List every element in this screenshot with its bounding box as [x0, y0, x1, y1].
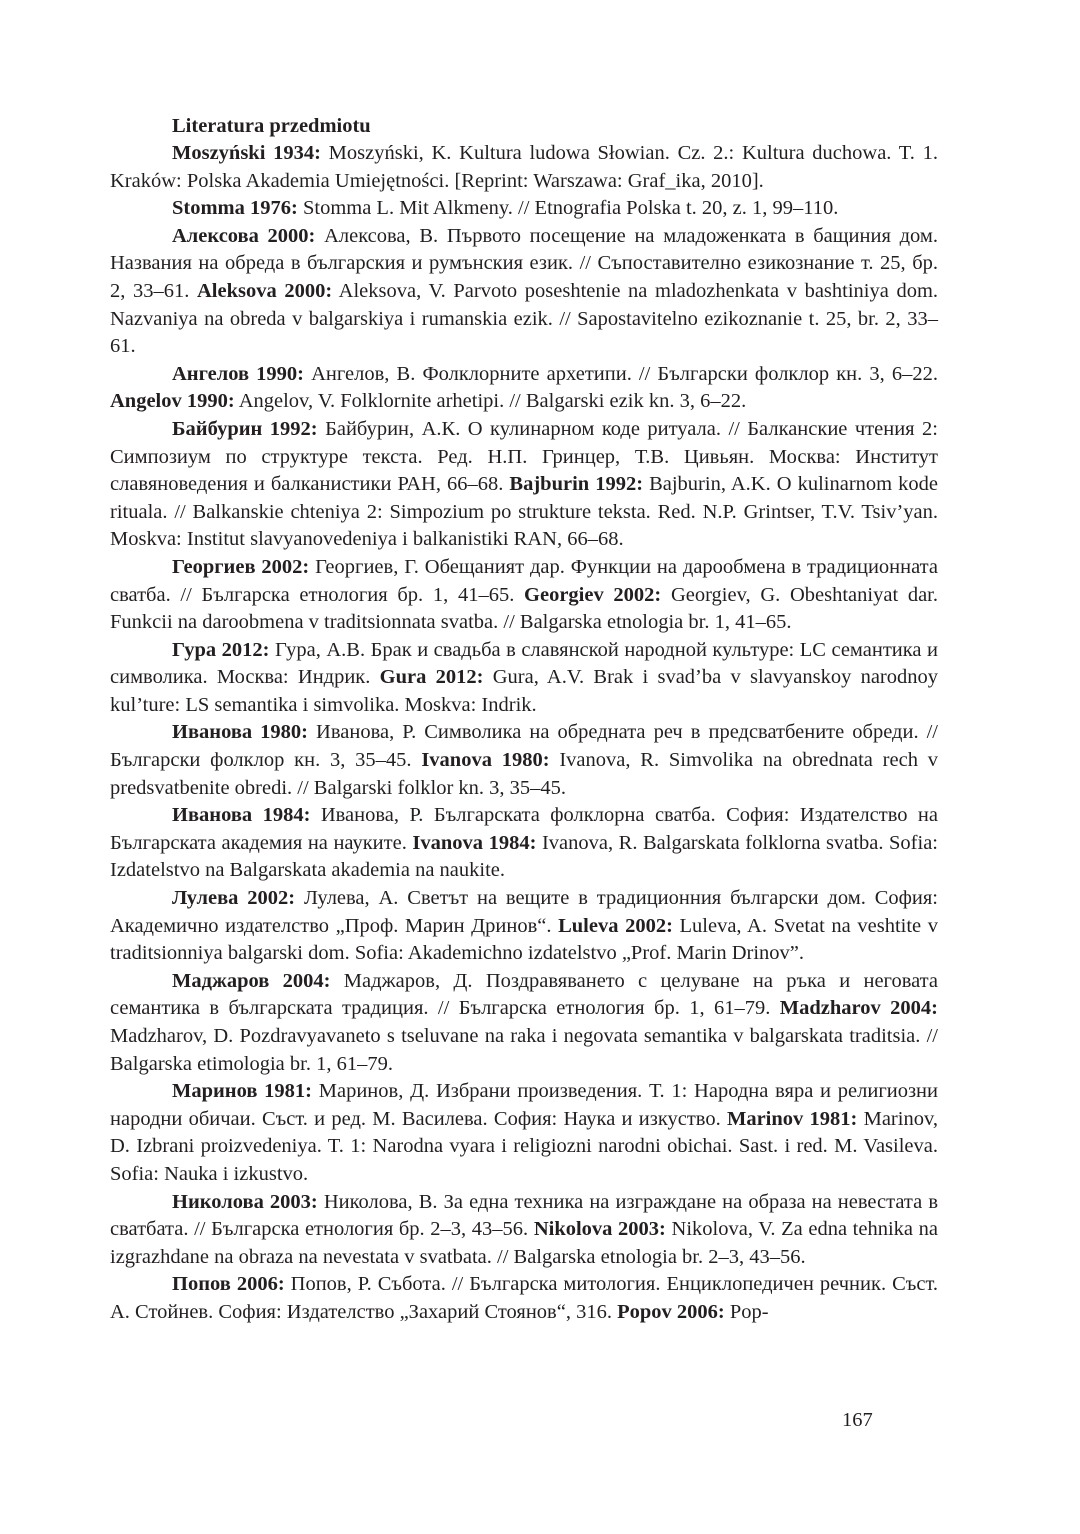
entry-citation-text: Nikolova, V. Za edna tehnika na izgrazhdane na obraza na nevestata v svatbata. // Balgarska etnologia br. 2–3, 43–56.: [110, 1218, 939, 1268]
entry-citation-text: Ivanova, R. Balgarskata folklorna svatba. Sofia: Izdatelstvo na Balgarskata akademia na naukite.: [110, 831, 938, 882]
bibliography-entry: [110, 719, 938, 802]
entry-citation-key: Иванова 1984:: [172, 804, 311, 827]
entry-citation-text: Stomma L. Mit Alkmeny. // Etnografia Polska t. 20, z. 1, 99–110.: [297, 197, 839, 220]
entry-citation-key: Aleksova 2000:: [197, 279, 333, 302]
bibliography-entry: [110, 416, 938, 554]
bibliography-entry: [110, 885, 938, 968]
entry-citation-text: Gura, A.V. Brak i svad’ba v slavyanskoy narodnoy kul’ture: LS semantika i simvolika. Moskva: Indrik.: [110, 666, 939, 716]
entry-citation-text: Иванова, Р. Символика на обредната реч в предсватбените обреди. // Български фолклор кн. 3, 35–45.: [110, 721, 938, 772]
entry-citation-text: Байбурин, А.К. О кулинарном коде ритуала. // Балканские чтения 2: Симпозиум по структуре текста. Ред. Н.П. Гринцер, Т.В. Цивьян. Москва: Институт славяноведения и балканистики РАН, 66–68.: [110, 417, 938, 496]
entry-citation-key: Marinov 1981:: [726, 1107, 858, 1130]
bibliography-entry: [110, 637, 938, 720]
bibliography-entry: [110, 1078, 938, 1188]
entry-citation-key: Байбурин 1992:: [172, 417, 318, 440]
entry-citation-text: Георгиев, Г. Обещаният дар. Функции на дарообмена в традиционната сватба. // Българска етнология бр. 1, 41–65.: [110, 555, 938, 606]
bibliography-entry: [110, 195, 938, 223]
entry-citation-text: Bajburin, A.K. O kulinarnom kode rituala. // Balkanskie chteniya 2: Simpozium po strukture teksta. Red. N.P. Grintser, T.V. Tsiv’yan. Moskva: Institut slavyanovedeniya i balkanistiki RAN, 66–68.: [110, 473, 938, 551]
entry-citation-key: Nikolova 2003:: [533, 1218, 666, 1241]
entry-citation-key: Ангелов 1990:: [172, 362, 305, 385]
bibliography-entry: [110, 140, 938, 195]
entry-citation-text: Маринов, Д. Избрани произведения. Т. 1: Народна вяра и религиозни народни обичаи. Съст. и ред. М. Василева. София: Наука и изкуство.: [110, 1080, 938, 1130]
entry-citation-text: Madzharov, D. Pozdravyavaneto s tseluvane na raka i negovata semantika v balgarskata traditsia. // Balgarska etimologia br. 1, 61–79.: [110, 1025, 938, 1075]
entry-citation-text: Aleksova, V. Parvoto poseshtenie na mladozhenkata v bashtiniya dom. Nazvaniya na obreda v balgarskiya i rumanskia ezik. // Sapostavitelno ezikoznanie t. 25, br. 2, 33–61.: [110, 279, 939, 358]
bibliography-list: [110, 140, 938, 1327]
bibliography-entry: [110, 968, 938, 1078]
entry-citation-text: Иванова, Р. Българската фолклорна сватба. София: Издателство на Българската академия на науките.: [110, 804, 938, 854]
entry-citation-key: Gura 2012:: [379, 666, 484, 689]
entry-citation-key: Georgiev 2002:: [524, 583, 662, 606]
entry-citation-key: Angelov 1990:: [110, 390, 235, 413]
entry-citation-key: Лулева 2002:: [172, 887, 296, 910]
entry-citation-key: Ivanova 1980:: [421, 749, 550, 772]
entry-citation-key: Маринов 1981:: [172, 1080, 313, 1103]
entry-citation-key: Ivanova 1984:: [412, 831, 537, 854]
bibliography-entry: [110, 223, 938, 361]
bibliography-entry: [110, 802, 938, 885]
bibliography-entry: [110, 1271, 938, 1326]
entry-citation-key: Маджаров 2004:: [172, 969, 331, 992]
entry-citation-key: Попов 2006:: [172, 1273, 285, 1296]
page-number: 167: [842, 1409, 873, 1431]
bibliography-entry: [110, 554, 938, 637]
entry-citation-key: Popov 2006:: [617, 1300, 725, 1323]
section-heading: Literatura przedmiotu: [172, 115, 371, 137]
entry-citation-text: Moszyński, K. Kultura ludowa Słowian. Cz. 2.: Kultura duchowa. T. 1. Kraków: Polska Akademia Umiejętności. [Reprint: Warszawa: Graf_ika, 2010].: [110, 142, 938, 192]
entry-citation-text: Pop-: [724, 1300, 769, 1323]
entry-citation-key: Георгиев 2002:: [172, 555, 310, 578]
entry-citation-text: Гура, А.В. Брак и свадьба в славянской народной культуре: LC семантика и символика. Москва: Индрик.: [110, 638, 938, 689]
entry-citation-key: Madzharov 2004:: [779, 997, 938, 1020]
bibliography-entry: [110, 361, 938, 416]
entry-citation-key: Luleva 2002:: [558, 914, 673, 937]
entry-citation-text: Лулева, А. Светът на вещите в традиционния български дом. София: Академично издателство „Проф. Марин Дринов“.: [110, 887, 938, 937]
entry-citation-text: Angelov, V. Folklornite arhetipi. // Balgarski ezik kn. 3, 6–22.: [234, 390, 747, 413]
entry-citation-key: Алексова 2000:: [172, 224, 316, 247]
entry-citation-text: Маджаров, Д. Поздравяването с целуване на ръка и неговата семантика в българската традиция. // Българска етнология бр. 1, 61–79.: [110, 969, 938, 1020]
entry-citation-text: Marinov, D. Izbrani proizvedeniya. T. 1: Narodna vyara i religiozni narodni obichai. Sast. i red. M. Vasileva. Sofia: Nauka i izkustvo.: [110, 1107, 938, 1185]
entry-citation-key: Гура 2012:: [172, 638, 270, 661]
entry-citation-text: Ivanova, R. Simvolika na obrednata rech v predsvatbenite obredi. // Balgarski folklor kn. 3, 35–45.: [110, 749, 938, 799]
entry-citation-key: Иванова 1980:: [172, 721, 309, 744]
entry-citation-text: Georgiev, G. Obeshtaniyat dar. Funkcii na daroobmena v traditsionnata svatba. // Balgarska etnologia br. 1, 41–65.: [110, 583, 939, 634]
entry-citation-key: Stomma 1976:: [172, 197, 298, 220]
entry-citation-text: Ангелов, В. Фолклорните архетипи. // Български фолклор кн. 3, 6–22.: [304, 362, 938, 385]
entry-citation-key: Николова 2003:: [172, 1190, 318, 1213]
entry-citation-key: Bajburin 1992:: [509, 473, 644, 496]
entry-citation-text: Попов, Р. Събота. // Българска митология. Енциклопедичен речник. Съст. А. Стойнев. София: Издателство „Захарий Стоянов“, 316.: [110, 1273, 938, 1323]
entry-citation-text: Luleva, A. Svetat na veshtite v traditsionniya balgarski dom. Sofia: Akademichno izdatelstvo „Prof. Marin Drinov”.: [110, 914, 938, 965]
bibliography-entry: [110, 1189, 938, 1272]
entry-citation-key: Moszyński 1934:: [172, 142, 321, 164]
entry-citation-text: Николова, В. За една техника на изграждане на образа на невестата в сватбата. // Българска етнология бр. 2–3, 43–56.: [110, 1190, 938, 1241]
entry-citation-text: Алексова, В. Първото посещение на младоженката в бащиния дом. Названия на обреда в българския и румънския език. // Съпоставително езикознание т. 25, бр. 2, 33–61.: [110, 224, 938, 302]
bibliography-page: [110, 112, 938, 1327]
